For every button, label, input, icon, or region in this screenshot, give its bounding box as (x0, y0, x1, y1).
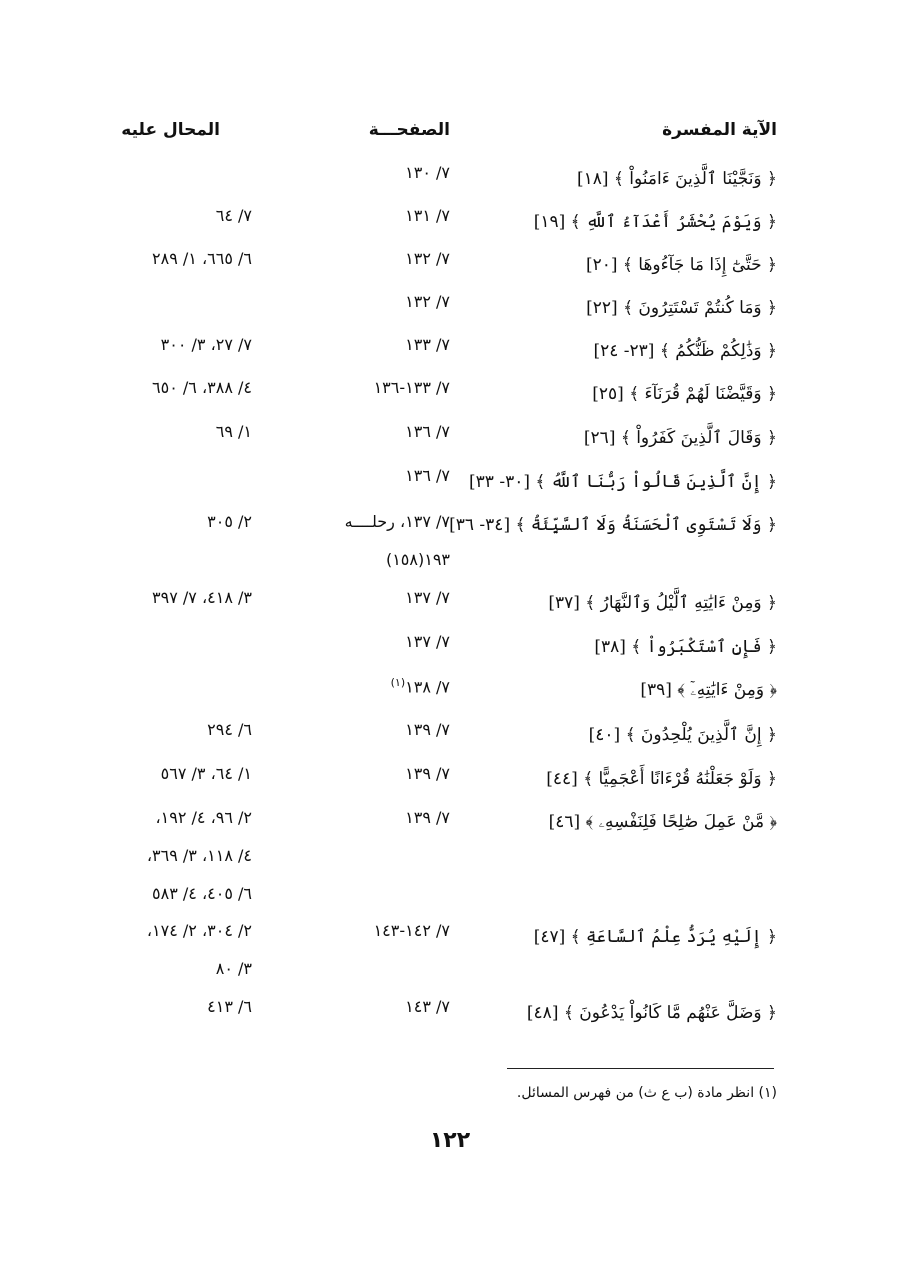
page-cell: ٧/ ١٣٢ (405, 292, 450, 311)
reference-cell: ٦/ ٦٦٥، ١/ ٢٨٩ (152, 249, 252, 268)
page-number: ١٢٢ (429, 1128, 471, 1153)
footnote: (١) انظر مادة (ب ع ث) من فهرس المسائل. (516, 1085, 777, 1101)
verse-cell: ﴿ حَتَّىٰٓ إِذَا مَا جَآءُوهَا ﴾ [٢٠] (585, 255, 777, 275)
reference-cell: ٢/ ٣٠٥ (207, 512, 252, 531)
reference-cell: ٦/ ٤١٣ (207, 997, 252, 1016)
verse-cell: ﴿ وَضَلَّ عَنْهُم مَّا كَانُواْ يَدْعُونَ ﴾ [٤٨] (526, 1003, 777, 1023)
verse-cell: ﴿ وَلَوْ جَعَلْنَٰهُ قُرْءَانًا أَعْجَمِيًّا ﴾ [٤٤] (546, 769, 777, 789)
page-cell: ٧/ ١٣٩ (405, 764, 450, 783)
page-cell (391, 676, 450, 696)
page-cell: ٧/ ١٣١ (405, 206, 450, 225)
header-page: الصفحـــة (368, 120, 450, 140)
verse-cell: ﴿ وَقَالَ ٱلَّذِينَ كَفَرُواْ ﴾ [٢٦] (583, 428, 777, 448)
verse-cell: ﴿ إِنَّ ٱلَّذِينَ قَالُواْ رَبُّنَا ٱللَّهُ ﴾ [٣٠- ٣٣] (469, 472, 777, 492)
page-cell: ٧/ ١٣٧ (405, 588, 450, 607)
reference-cell: ٤/ ٣٨٨، ٦/ ٦٥٠ (152, 378, 252, 397)
header-reference: المحال عليه (121, 120, 220, 140)
page-cell: ٧/ ١٣٩ (405, 808, 450, 827)
verse-cell: ﴿ إِلَيْهِ يُرَدُّ عِلْمُ ٱلسَّاعَةِ ﴾ [٤٧] (533, 927, 777, 947)
page-cell: ٧/ ١٣٧، رحلــــه (344, 512, 450, 531)
page-cell: ٧/ ١٤٣ (405, 997, 450, 1016)
verse-cell: ﴿ مَّنْ عَمِلَ صَٰلِحًا فَلِنَفْسِهِۦ ﴾ [٤٦] (548, 812, 777, 832)
verse-cell: ﴿ إِنَّ ٱلَّذِينَ يُلْحِدُونَ ﴾ [٤٠] (588, 725, 777, 745)
reference-cell-continued: ٣/ ٨٠ (215, 959, 252, 978)
verse-cell: ﴿ وَمِنْ ءَايَٰتِهِۦٓ ﴾ [٣٩] (640, 680, 777, 700)
header-verse: الآية المفسرة (662, 120, 777, 140)
verse-cell: ﴿ وَيَوْمَ يُحْشَرُ أَعْدَآءُ ٱللَّهِ ﴾ [١٩] (533, 212, 777, 232)
verse-cell: ﴿ وَذَٰلِكُمْ ظَنُّكُمُ ﴾ [٢٣- ٢٤] (593, 341, 777, 361)
verse-cell: ﴿ وَنَجَّيْنَا ٱلَّذِينَ ءَامَنُواْ ﴾ [١٨] (576, 169, 777, 189)
page-cell-value: ٧/ ١٣٨ (405, 677, 450, 697)
reference-cell: ٢/ ٩٦، ٤/ ١٩٢، (155, 808, 252, 827)
footnote-divider (507, 1068, 774, 1069)
page-cell: ٧/ ١٣٣-١٣٦ (373, 378, 450, 397)
reference-cell-continued: ٦/ ٤٠٥، ٤/ ٥٨٣ (152, 884, 252, 903)
reference-cell: ١/ ٦٩ (215, 422, 252, 441)
reference-cell: ٧/ ٢٧، ٣/ ٣٠٠ (160, 335, 252, 354)
page-cell: ٧/ ١٣٩ (405, 720, 450, 739)
reference-cell: ٦/ ٢٩٤ (207, 720, 252, 739)
verse-cell: ﴿ وَمَا كُنتُمْ تَسْتَتِرُونَ ﴾ [٢٢] (586, 298, 777, 318)
reference-cell: ١/ ٦٤، ٣/ ٥٦٧ (160, 764, 252, 783)
page-cell: ٧/ ١٣٦ (405, 466, 450, 485)
verse-cell: ﴿ وَمِنْ ءَايَٰتِهِ ٱلَّيْلُ وَٱلنَّهَارُ ﴾ [٣٧] (548, 593, 777, 613)
page-cell: ٧/ ١٣٦ (405, 422, 450, 441)
verse-cell: ﴿ وَلَا تَسْتَوِى ٱلْحَسَنَةُ وَلَا ٱلسَّيِّئَةُ ﴾ [٣٤- ٣٦] (449, 515, 777, 535)
page-cell-continued: ١٩٣(١٥٨) (385, 550, 450, 569)
verse-cell: ﴿ فَإِنِ ٱسْتَكْبَرُواْ ﴾ [٣٨] (594, 637, 777, 657)
page-cell: ٧/ ١٣٣ (405, 335, 450, 354)
page-cell: ٧/ ١٣٧ (405, 632, 450, 651)
reference-cell: ٣/ ٤١٨، ٧/ ٣٩٧ (152, 588, 252, 607)
reference-cell-continued: ٤/ ١١٨، ٣/ ٣٦٩، (146, 846, 252, 865)
verse-cell: ﴿ وَقَيَّضْنَا لَهُمْ قُرَنَآءَ ﴾ [٢٥] (592, 384, 777, 404)
reference-cell: ٢/ ٣٠٤، ٢/ ١٧٤، (146, 921, 252, 940)
reference-cell: ٧/ ٦٤ (215, 206, 252, 225)
footnote-marker: (١) (390, 676, 406, 689)
page-cell: ٧/ ١٤٢-١٤٣ (373, 921, 450, 940)
page-cell: ٧/ ١٣٠ (405, 163, 450, 182)
page-cell: ٧/ ١٣٢ (405, 249, 450, 268)
